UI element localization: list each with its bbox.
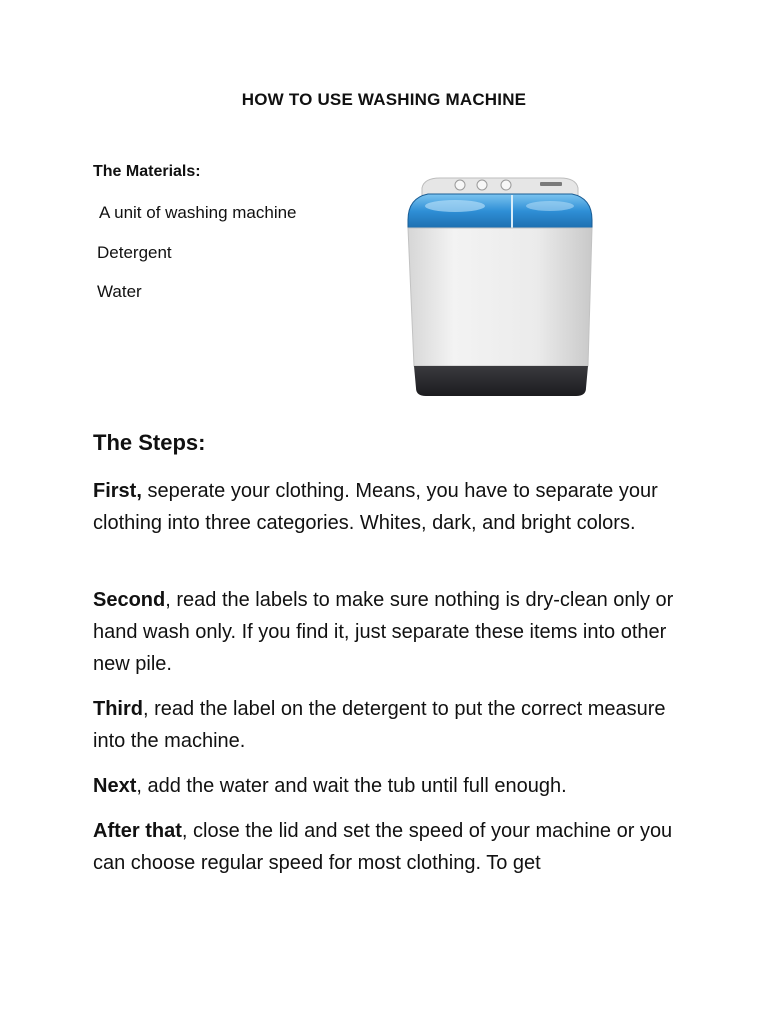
- washing-machine-image: [400, 170, 600, 402]
- step-text: , read the label on the detergent to put the correct measure into the machine.: [93, 698, 666, 752]
- material-item: Water: [97, 282, 142, 301]
- material-item: A unit of washing machine: [99, 203, 297, 222]
- step-text: , add the water and wait the tub until full enough.: [136, 775, 567, 797]
- step-paragraph: [93, 770, 703, 802]
- materials-heading: The Materials:: [93, 163, 201, 180]
- step-lead: Next: [93, 775, 137, 797]
- lid-highlight: [425, 200, 485, 212]
- lid-highlight: [526, 201, 574, 211]
- knob: [501, 180, 511, 190]
- step-text: , close the lid and set the speed of your machine or you can choose regular speed for most clothing. To get: [93, 820, 673, 874]
- document-title: HOW TO USE WASHING MACHINE: [241, 90, 527, 109]
- step-paragraph: [93, 584, 703, 680]
- machine-lid: [408, 194, 592, 228]
- step-text: seperate your clothing. Means, you have to separate your clothing into three categories. Whites, dark, and bright colors.: [93, 480, 658, 534]
- step-lead: Third: [93, 698, 143, 720]
- knob: [455, 180, 465, 190]
- step-lead: After that: [93, 820, 182, 842]
- brand-plate: [540, 182, 562, 186]
- step-lead: Second: [93, 589, 166, 611]
- control-panel: [422, 178, 578, 196]
- step-lead: First,: [93, 480, 142, 502]
- steps-heading: The Steps:: [93, 430, 206, 455]
- material-item: Detergent: [97, 243, 172, 262]
- machine-body: [408, 228, 592, 366]
- knob: [477, 180, 487, 190]
- machine-base: [414, 366, 588, 396]
- step-paragraph: [93, 693, 703, 757]
- step-paragraph: [93, 815, 703, 879]
- step-text: , read the labels to make sure nothing is dry-clean only or hand wash only. If you find it, just separate these items into other new pile.: [93, 589, 674, 675]
- step-paragraph: [93, 475, 703, 539]
